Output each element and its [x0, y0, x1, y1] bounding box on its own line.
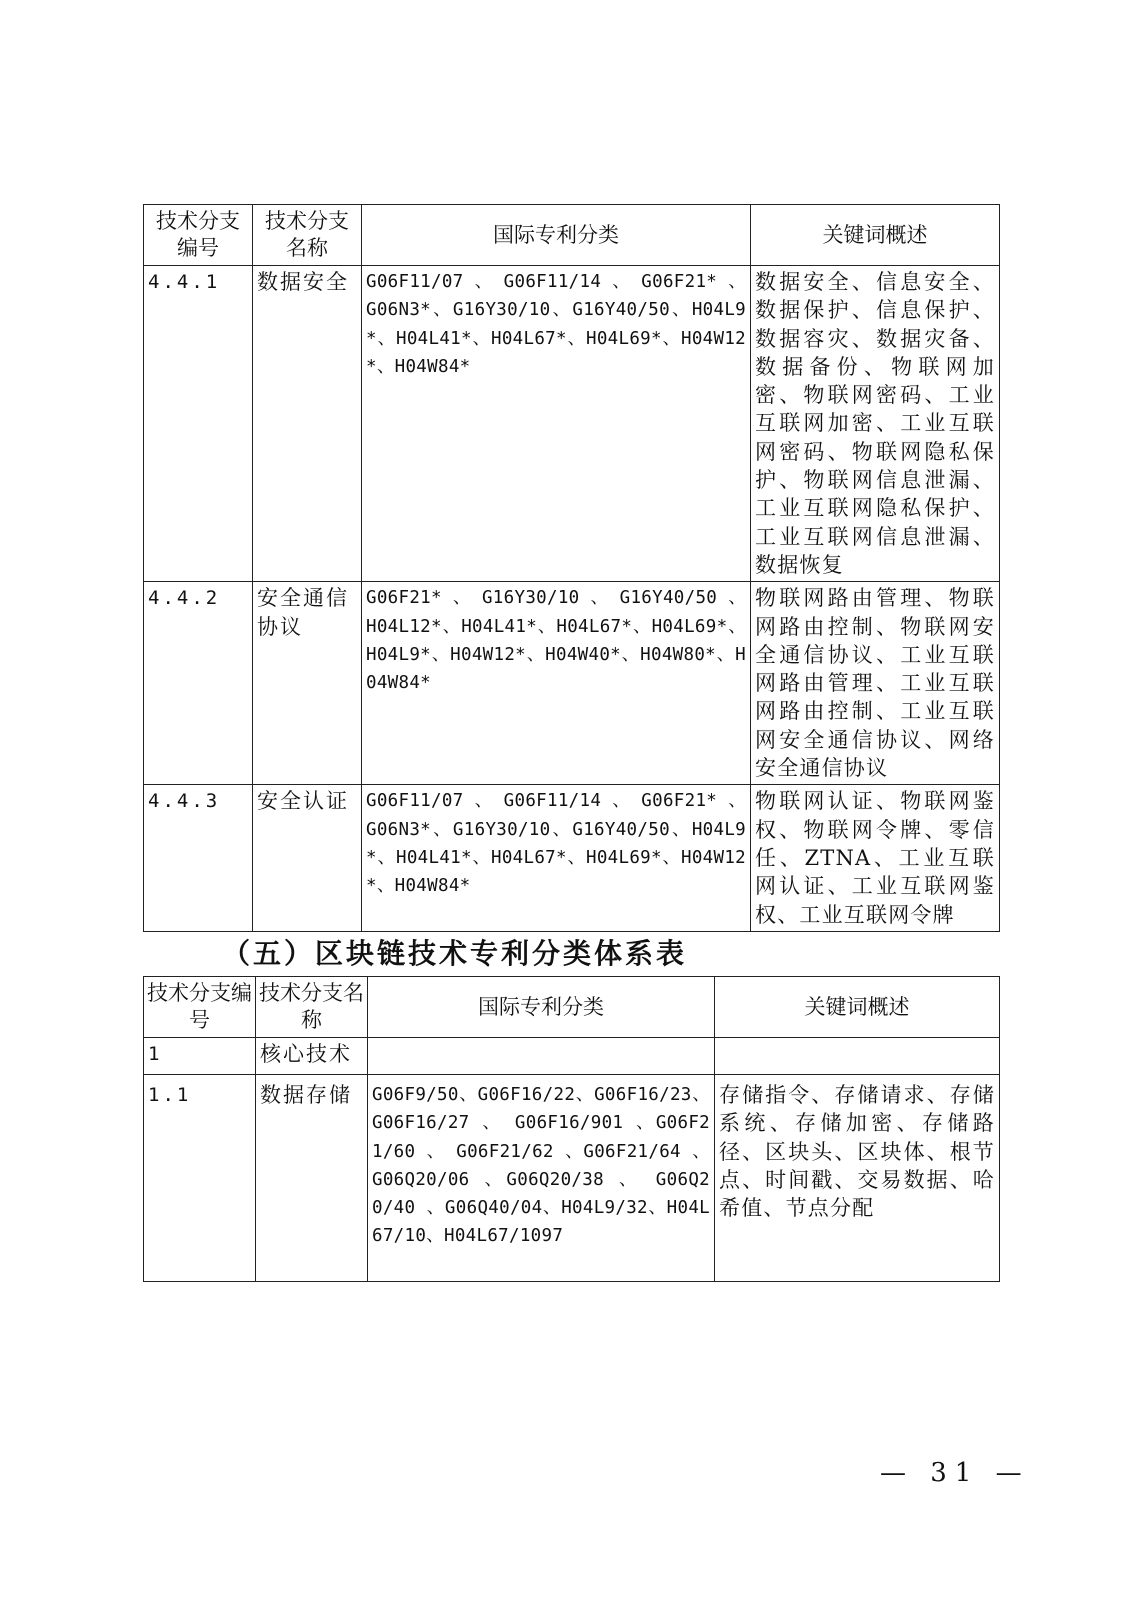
keywords: 数据安全、信息安全、数据保护、信息保护、数据容灾、数据灾备、数据备份、物联网加密、物联网密码、工业互联网加密、工业互联网密码、物联网隐私保护、物联网信息泄漏、工业互联网隐私保护、工业互联网信息泄漏、数据恢复 [751, 266, 1000, 582]
branch-id: 4.4.2 [144, 582, 253, 785]
table-header-row [144, 977, 1000, 1038]
table-row [144, 582, 1000, 785]
keywords: 存储指令、存储请求、存储系统、存储加密、存储路径、区块头、区块体、根节点、时间戳、交易数据、哈希值、节点分配 [715, 1075, 1000, 1282]
ipc-codes: G06F11/07 、 G06F11/14 、 G06F21* 、G06N3*、G16Y30/10、G16Y40/50、H04L9*、H04L41*、H04L67*、H04L69*、H04W12*、H04W84* [362, 785, 751, 931]
keywords [715, 1038, 1000, 1075]
header-ipc: 国际专利分类 [368, 977, 715, 1038]
branch-name: 数据存储 [256, 1075, 368, 1282]
table-row [144, 266, 1000, 582]
ipc-codes: G06F9/50、G06F16/22、G06F16/23、G06F16/27 、 G06F16/901 、G06F21/60 、 G06F21/62 、G06F21/64 、 G06Q20/06 、G06Q20/38 、 G06Q20/40 、G06Q40/04、H04L9/32、H04L67/10、H04L67/1097 [368, 1075, 715, 1282]
branch-id: 1.1 [144, 1075, 256, 1282]
header-branch-name: 技术分支名称 [256, 977, 368, 1038]
blockchain-ipc-table [143, 976, 1000, 1282]
table-row [144, 1075, 1000, 1282]
branch-id: 4.4.1 [144, 266, 253, 582]
table-header-row [144, 205, 1000, 266]
header-branch-name: 技术分支名称 [253, 205, 362, 266]
header-branch-id: 技术分支编号 [144, 977, 256, 1038]
header-branch-id: 技术分支编号 [144, 205, 253, 266]
branch-name: 数据安全 [253, 266, 362, 582]
ipc-codes: G06F11/07 、 G06F11/14 、 G06F21* 、G06N3*、G16Y30/10、G16Y40/50、H04L9*、H04L41*、H04L67*、H04L69*、H04W12*、H04W84* [362, 266, 751, 582]
branch-id: 1 [144, 1038, 256, 1075]
header-ipc: 国际专利分类 [362, 205, 751, 266]
keywords: 物联网路由管理、物联网路由控制、物联网安全通信协议、工业互联网路由管理、工业互联网路由控制、工业互联网安全通信协议、网络安全通信协议 [751, 582, 1000, 785]
branch-name: 核心技术 [256, 1038, 368, 1075]
ipc-codes: G06F21* 、 G16Y30/10 、 G16Y40/50 、H04L12*、H04L41*、H04L67*、H04L69*、H04L9*、H04W12*、H04W40*、H04W80*、H04W84* [362, 582, 751, 785]
branch-name: 安全认证 [253, 785, 362, 931]
ipc-codes [368, 1038, 715, 1075]
header-keywords: 关键词概述 [751, 205, 1000, 266]
table-row [144, 785, 1000, 931]
table-row [144, 1038, 1000, 1075]
branch-id: 4.4.3 [144, 785, 253, 931]
page-number: — 31 — [880, 1458, 1030, 1488]
section-title: （五）区块链技术专利分类体系表 [222, 937, 688, 970]
keywords: 物联网认证、物联网鉴权、物联网令牌、零信任、ZTNA、工业互联网认证、工业互联网鉴权、工业互联网令牌 [751, 785, 1000, 931]
header-keywords: 关键词概述 [715, 977, 1000, 1038]
ipc-table-4-4 [143, 204, 1000, 932]
branch-name: 安全通信协议 [253, 582, 362, 785]
